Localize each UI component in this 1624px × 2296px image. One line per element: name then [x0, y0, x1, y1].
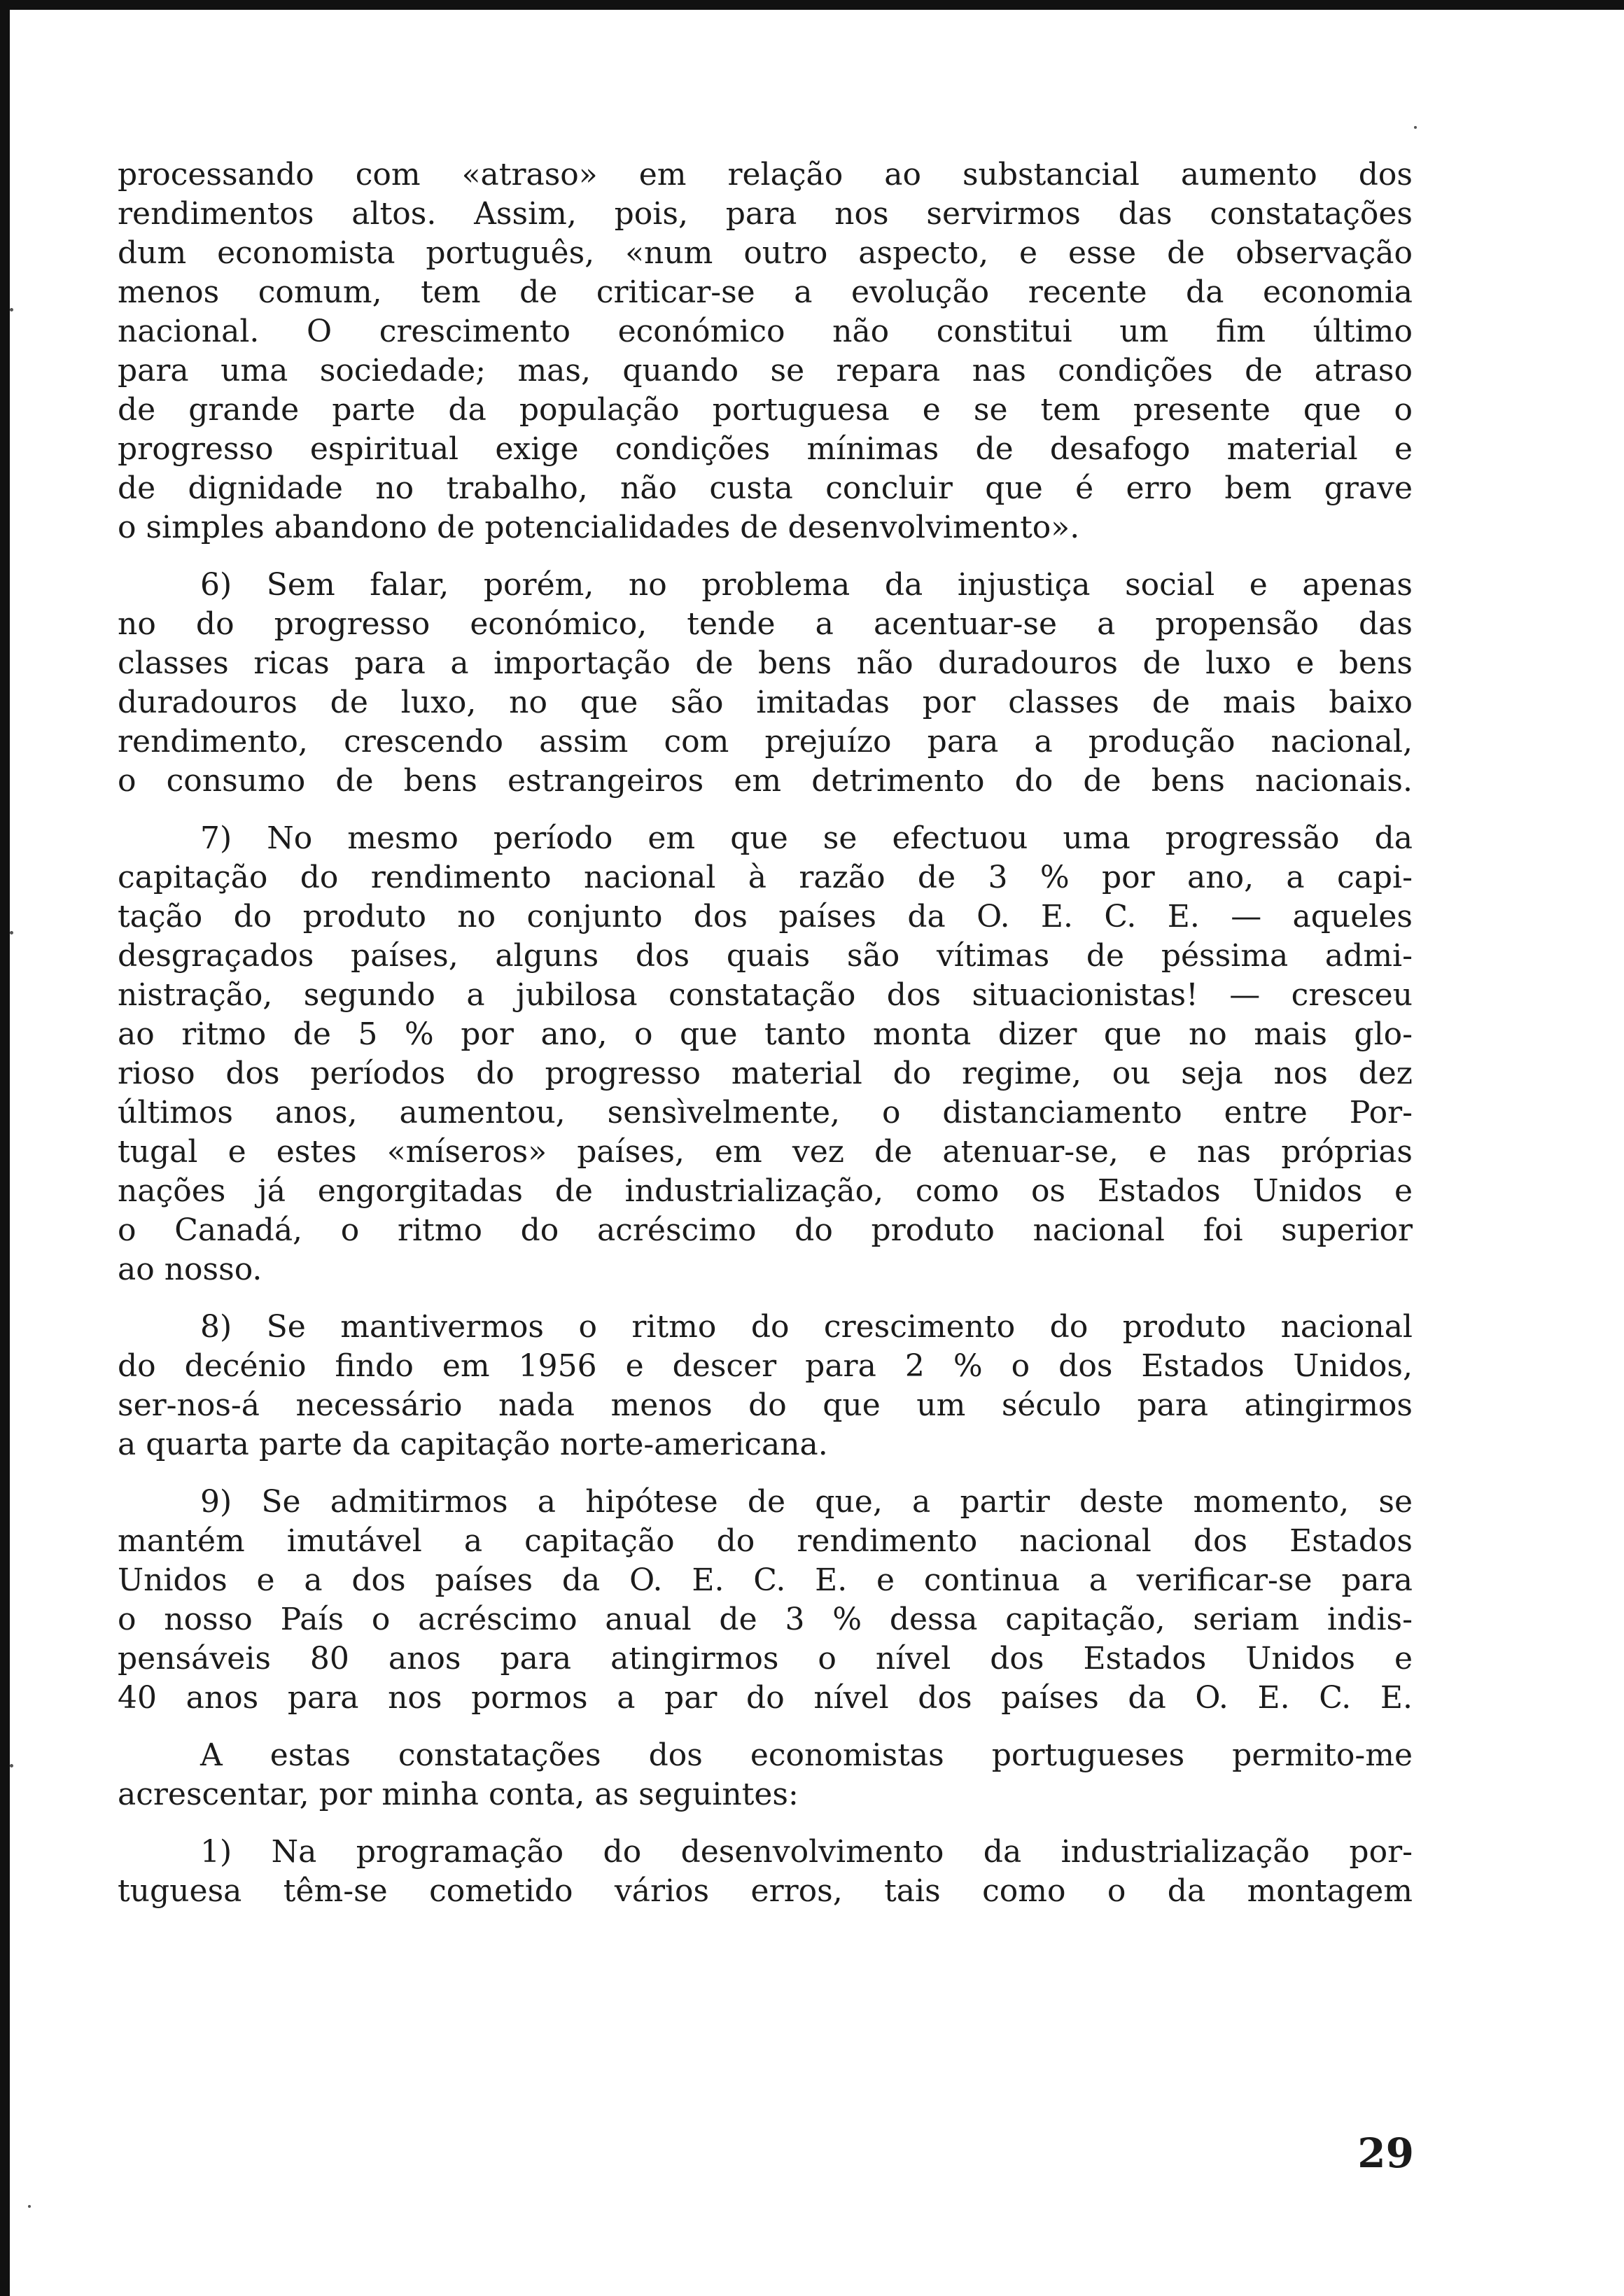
text-line: de grande parte da população portuguesa e se tem presente que o	[118, 392, 1413, 428]
text-line: o Canadá, o ritmo do acréscimo do produto nacional foi superior	[118, 1212, 1413, 1248]
text-line: capitação do rendimento nacional à razão de 3 % por ano, a capi-	[118, 860, 1413, 895]
scan-speck	[10, 931, 13, 934]
text-line: Unidos e a dos países da O. E. C. E. e continua a verificar-se para	[118, 1562, 1413, 1598]
scan-speck	[28, 2205, 31, 2208]
paragraph-item-9	[118, 1483, 1413, 1718]
text-line: 1) Na programação do desenvolvimento da industrialização por-	[200, 1834, 1413, 1870]
text-line: acrescentar, por minha conta, as seguintes:	[118, 1777, 799, 1812]
text-line: 7) No mesmo período em que se efectuou uma progressão da	[200, 820, 1413, 856]
text-line: 40 anos para nos pormos a par do nível dos países da O. E. C. E.	[118, 1680, 1413, 1716]
text-line: menos comum, tem de criticar-se a evolução recente da economia	[118, 274, 1413, 310]
paragraph-item-7	[118, 819, 1413, 1289]
scan-left-edge	[0, 0, 10, 2296]
text-line: do decénio findo em 1956 e descer para 2 % o dos Estados Unidos,	[118, 1348, 1413, 1384]
text-line: A estas constatações dos economistas portugueses permito-me	[200, 1737, 1413, 1773]
scan-speck	[1414, 126, 1417, 129]
text-line: tuguesa têm-se cometido vários erros, tais como o da montagem	[118, 1873, 1413, 1909]
text-line: de dignidade no trabalho, não custa concluir que é erro bem grave	[118, 470, 1413, 506]
paragraph-item-1	[118, 1833, 1413, 1911]
text-line: nacional. O crescimento económico não constitui um fim último	[118, 314, 1413, 349]
text-line: dum economista português, «num outro aspecto, e esse de observação	[118, 235, 1413, 271]
text-line: a quarta parte da capitação norte-americana.	[118, 1427, 828, 1462]
text-line: processando com «atraso» em relação ao substancial aumento dos	[118, 157, 1413, 192]
text-line: 6) Sem falar, porém, no problema da injustiça social e apenas	[200, 567, 1413, 603]
text-line: o simples abandono de potencialidades de desenvolvimento».	[118, 510, 1080, 545]
text-line: o nosso País o acréscimo anual de 3 % dessa capitação, seriam indis-	[118, 1602, 1413, 1637]
text-line: classes ricas para a importação de bens não duradouros de luxo e bens	[118, 645, 1413, 681]
text-line: para uma sociedade; mas, quando se repara nas condições de atraso	[118, 353, 1413, 388]
text-line: últimos anos, aumentou, sensìvelmente, o distanciamento entre Por-	[118, 1095, 1413, 1130]
paragraph-item-6	[118, 566, 1413, 801]
scan-speck	[10, 1764, 13, 1768]
text-line: tação do produto no conjunto dos países da O. E. C. E. — aqueles	[118, 899, 1413, 934]
text-line: ao nosso.	[118, 1252, 262, 1287]
text-line: mantém imutável a capitação do rendimento nacional dos Estados	[118, 1523, 1413, 1559]
text-line: nações já engorgitadas de industrialização, como os Estados Unidos e	[118, 1173, 1413, 1209]
paragraph-additions-intro	[118, 1736, 1413, 1814]
text-line: tugal e estes «míseros» países, em vez de atenuar-se, e nas próprias	[118, 1134, 1413, 1170]
text-line: rendimento, crescendo assim com prejuízo para a produção nacional,	[118, 724, 1413, 760]
scan-top-edge	[0, 0, 1624, 10]
scan-speck	[10, 308, 13, 312]
text-line: 9) Se admitirmos a hipótese de que, a partir deste momento, se	[200, 1484, 1413, 1520]
text-line: ao ritmo de 5 % por ano, o que tanto monta dizer que no mais glo-	[118, 1016, 1413, 1052]
text-line: desgraçados países, alguns dos quais são vítimas de péssima admi-	[118, 938, 1413, 974]
paragraph-item-8	[118, 1308, 1413, 1464]
text-line: progresso espiritual exige condições mínimas de desafogo material e	[118, 431, 1413, 467]
text-line: ser-nos-á necessário nada menos do que um século para atingirmos	[118, 1387, 1413, 1423]
text-line: 8) Se mantivermos o ritmo do crescimento do produto nacional	[200, 1309, 1413, 1345]
text-line: rioso dos períodos do progresso material do regime, ou seja nos dez	[118, 1056, 1413, 1091]
text-line: rendimentos altos. Assim, pois, para nos servirmos das constatações	[118, 196, 1413, 232]
text-line: no do progresso económico, tende a acentuar-se a propensão das	[118, 606, 1413, 642]
text-line: nistração, segundo a jubilosa constatação dos situacionistas! — cresceu	[118, 977, 1413, 1013]
text-line: duradouros de luxo, no que são imitadas por classes de mais baixo	[118, 685, 1413, 720]
text-line: pensáveis 80 anos para atingirmos o nível dos Estados Unidos e	[118, 1641, 1413, 1676]
page-number: 29	[1357, 2129, 1414, 2177]
page-body	[118, 155, 1413, 1929]
text-line: o consumo de bens estrangeiros em detrimento do de bens nacionais.	[118, 763, 1413, 799]
paragraph-continuation	[118, 155, 1413, 547]
